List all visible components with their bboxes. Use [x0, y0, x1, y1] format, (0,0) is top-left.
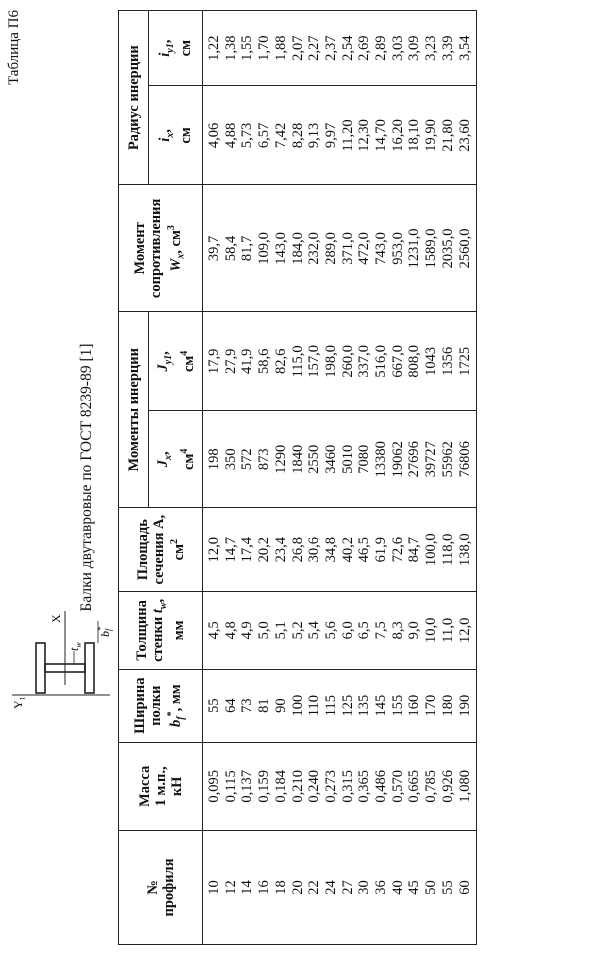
cell-profile: 12 [222, 880, 239, 895]
cell-wx: 1589,0 [423, 228, 440, 269]
cell-area: 14,7 [222, 536, 239, 563]
cell-flange: 135 [356, 694, 373, 717]
cell-web: 4,5 [206, 621, 222, 640]
cell-mass: 0,315 [339, 770, 356, 803]
col-wx [203, 185, 477, 312]
cell-jy1: 41,9 [239, 348, 256, 375]
cell-mass: 0,785 [423, 770, 440, 803]
cell-jy1: 17,9 [206, 348, 222, 375]
cell-jx: 873 [256, 448, 273, 471]
cell-jy1: 1725 [456, 346, 473, 376]
cell-jx: 572 [239, 448, 256, 471]
col-jx [203, 411, 477, 508]
cell-ix: 23,60 [456, 119, 473, 152]
cell-jy1: 1043 [423, 346, 440, 376]
col-profile [203, 830, 477, 944]
x-axis-label: X [49, 614, 63, 623]
header-iy1: $i_{y1}$, см [149, 11, 203, 86]
cell-wx: 184,0 [289, 232, 306, 265]
header-ix: $i_x$, см [149, 86, 203, 185]
cell-jy1: 157,0 [306, 345, 323, 378]
cell-profile: 60 [456, 880, 473, 895]
cell-web: 9,0 [406, 621, 423, 640]
cell-web: 12,0 [456, 617, 473, 644]
cell-flange: 90 [272, 698, 289, 713]
cell-iy1: 3,09 [406, 35, 423, 61]
cell-flange: 155 [389, 694, 406, 717]
cell-jy1: 82,6 [272, 348, 289, 375]
header-area: Площадь сечения А, $см^2$ [119, 508, 203, 592]
cell-web: 11,0 [439, 617, 456, 643]
cell-area: 100,0 [423, 533, 440, 566]
cell-flange: 100 [289, 694, 306, 717]
cell-jy1: 337,0 [356, 345, 373, 378]
cell-mass: 0,115 [222, 770, 239, 803]
cell-profile: 24 [322, 880, 339, 895]
cell-web: 5,1 [272, 621, 289, 640]
cell-jy1: 667,0 [389, 345, 406, 378]
cell-mass: 0,137 [239, 770, 256, 803]
header-moments-of-inertia: Моменты инерции [119, 312, 149, 508]
cell-web: 7,5 [373, 621, 390, 640]
beam-table [118, 10, 477, 945]
cell-iy1: 1,55 [239, 35, 256, 61]
cell-area: 72,6 [389, 536, 406, 563]
top-flange [36, 643, 45, 693]
cell-flange: 55 [206, 698, 222, 713]
cell-jx: 198 [206, 448, 222, 471]
cell-profile: 45 [406, 880, 423, 895]
cell-web: 5,4 [306, 621, 323, 640]
cell-area: 61,9 [373, 536, 390, 563]
cell-iy1: 2,27 [306, 35, 323, 61]
cell-jx: 27696 [406, 441, 423, 478]
cell-web: 4,9 [239, 621, 256, 640]
cell-iy1: 2,89 [373, 35, 390, 61]
cell-mass: 0,273 [322, 770, 339, 803]
cell-jx: 2550 [306, 444, 323, 474]
cell-mass: 0,665 [406, 770, 423, 803]
cell-area: 138,0 [456, 533, 473, 566]
cell-flange: 115 [322, 695, 339, 717]
cell-wx: 58,4 [222, 235, 239, 262]
cell-wx: 232,0 [306, 232, 323, 265]
cell-mass: 0,240 [306, 770, 323, 803]
cell-mass: 0,486 [373, 770, 390, 803]
col-mass [203, 742, 477, 830]
header-profile: № профиля [119, 830, 203, 944]
tw-label: $t_w$ [67, 642, 83, 651]
cell-flange: 170 [423, 694, 440, 717]
cell-iy1: 2,37 [322, 35, 339, 61]
col-area [203, 508, 477, 592]
cell-area: 40,2 [339, 536, 356, 563]
cell-mass: 0,570 [389, 770, 406, 803]
cell-flange: 190 [456, 694, 473, 717]
cell-flange: 125 [339, 694, 356, 717]
cell-iy1: 2,54 [339, 35, 356, 61]
cell-profile: 20 [289, 880, 306, 895]
i-beam-diagram [6, 605, 114, 715]
cell-area: 84,7 [406, 536, 423, 563]
cell-jx: 19062 [389, 441, 406, 478]
header-web-thickness: Толщина стенки $t_w$, мм [119, 592, 203, 669]
cell-ix: 19,90 [423, 119, 440, 152]
cell-ix: 8,28 [289, 122, 306, 149]
header-radius-of-gyration: Радиус инерции [119, 11, 149, 185]
cell-ix: 5,73 [239, 122, 256, 149]
cell-ix: 6,57 [256, 122, 273, 149]
cell-mass: 0,210 [289, 770, 306, 803]
cell-area: 46,5 [356, 536, 373, 563]
cell-flange: 145 [373, 694, 390, 717]
cell-jx: 76806 [456, 441, 473, 478]
col-ix [203, 86, 477, 185]
cell-ix: 7,42 [272, 122, 289, 149]
cell-jx: 350 [222, 448, 239, 471]
cell-iy1: 3,54 [456, 35, 473, 61]
y1-axis-label: Y₁ [11, 696, 25, 709]
col-iy1 [203, 11, 477, 86]
cell-iy1: 3,23 [423, 35, 440, 61]
cell-jx: 5010 [339, 444, 356, 474]
cell-web: 5,0 [256, 621, 273, 640]
cell-iy1: 1,22 [206, 35, 222, 61]
cell-ix: 4,88 [222, 122, 239, 149]
cell-profile: 50 [423, 880, 440, 895]
cell-mass: 0,095 [206, 770, 222, 803]
cell-web: 8,3 [389, 621, 406, 640]
cell-ix: 9,13 [306, 122, 323, 149]
cell-area: 17,4 [239, 536, 256, 563]
cell-wx: 143,0 [272, 232, 289, 265]
cell-jx: 13380 [373, 441, 390, 478]
cell-wx: 472,0 [356, 232, 373, 265]
col-flange [203, 669, 477, 742]
cell-web: 10,0 [423, 617, 440, 644]
cell-wx: 371,0 [339, 232, 356, 265]
cell-mass: 0,926 [439, 770, 456, 803]
cell-iy1: 3,39 [439, 35, 456, 61]
header-section-modulus: Момент сопротивления $W_x$, $см^3$ [119, 185, 203, 312]
cell-mass: 0,184 [272, 770, 289, 803]
cell-flange: 73 [239, 698, 256, 713]
cell-wx: 1231,0 [406, 228, 423, 269]
cell-ix: 4,06 [206, 122, 222, 149]
cell-flange: 81 [256, 698, 273, 713]
cell-ix: 12,30 [356, 119, 373, 152]
header-jy1: $J_{y1}$, $см^4$ [149, 312, 203, 411]
cell-jy1: 27,9 [222, 348, 239, 375]
cell-ix: 18,10 [406, 119, 423, 152]
cell-wx: 289,0 [322, 232, 339, 265]
table-number: Таблица П6 [6, 10, 22, 85]
cell-profile: 27 [339, 880, 356, 895]
header-mass: Масса 1 м.п., кН [119, 742, 203, 830]
cell-wx: 2035,0 [439, 228, 456, 269]
table-caption: Балки двутавровые по ГОСТ 8239-89 [1] [78, 343, 95, 612]
cell-flange: 180 [439, 694, 456, 717]
cell-jy1: 260,0 [339, 345, 356, 378]
header-jx: $J_x$, $см^4$ [149, 411, 203, 508]
cell-area: 20,2 [256, 536, 273, 563]
cell-mass: 0,365 [356, 770, 373, 803]
cell-profile: 36 [373, 880, 390, 895]
cell-iy1: 1,38 [222, 35, 239, 61]
cell-flange: 64 [222, 698, 239, 713]
cell-flange: 110 [306, 695, 323, 717]
cell-mass: 0,159 [256, 770, 273, 803]
cell-web: 4,8 [222, 621, 239, 640]
cell-ix: 11,20 [339, 119, 356, 152]
cell-wx: 2560,0 [456, 228, 473, 269]
cell-iy1: 3,03 [389, 35, 406, 61]
cell-web: 6,0 [339, 621, 356, 640]
cell-jy1: 516,0 [373, 345, 390, 378]
cell-profile: 30 [356, 880, 373, 895]
cell-wx: 39,7 [206, 235, 222, 262]
cell-flange: 160 [406, 694, 423, 717]
cell-area: 23,4 [272, 536, 289, 563]
cell-profile: 18 [272, 880, 289, 895]
cell-jx: 55962 [439, 441, 456, 478]
cell-web: 5,6 [322, 621, 339, 640]
cell-jy1: 58,6 [256, 348, 273, 375]
cell-area: 12,0 [206, 536, 222, 563]
cell-jy1: 808,0 [406, 345, 423, 378]
cell-ix: 21,80 [439, 119, 456, 152]
cell-web: 6,5 [356, 621, 373, 640]
cell-profile: 40 [389, 880, 406, 895]
cell-iy1: 1,70 [256, 35, 273, 61]
col-web [203, 592, 477, 669]
cell-web: 5,2 [289, 621, 306, 640]
cell-wx: 953,0 [389, 232, 406, 265]
cell-ix: 14,70 [373, 119, 390, 152]
cell-iy1: 1,88 [272, 35, 289, 61]
bf-label: b*f [96, 627, 113, 637]
cell-jx: 39727 [423, 441, 440, 478]
cell-jx: 1840 [289, 444, 306, 474]
cell-wx: 81,7 [239, 235, 256, 262]
header-flange-width: Ширина полки $b_f^*$, мм [119, 669, 203, 742]
cell-iy1: 2,69 [356, 35, 373, 61]
cell-profile: 10 [206, 880, 222, 895]
cell-jy1: 1356 [439, 346, 456, 376]
cell-jx: 7080 [356, 444, 373, 474]
cell-profile: 22 [306, 880, 323, 895]
cell-iy1: 2,07 [289, 35, 306, 61]
cell-profile: 14 [239, 880, 256, 895]
col-jy1 [203, 312, 477, 411]
cell-jy1: 115,0 [289, 345, 306, 378]
cell-jx: 3460 [322, 444, 339, 474]
cell-jx: 1290 [272, 444, 289, 474]
cell-profile: 16 [256, 880, 273, 895]
cell-area: 26,8 [289, 536, 306, 563]
cell-area: 34,8 [322, 536, 339, 563]
cell-ix: 16,20 [389, 119, 406, 152]
cell-mass: 1,080 [456, 770, 473, 803]
cell-wx: 109,0 [256, 232, 273, 265]
cell-wx: 743,0 [373, 232, 390, 265]
cell-area: 118,0 [439, 533, 456, 566]
cell-area: 30,6 [306, 536, 323, 563]
cell-jy1: 198,0 [322, 345, 339, 378]
cell-ix: 9,97 [322, 122, 339, 149]
cell-profile: 55 [439, 880, 456, 895]
